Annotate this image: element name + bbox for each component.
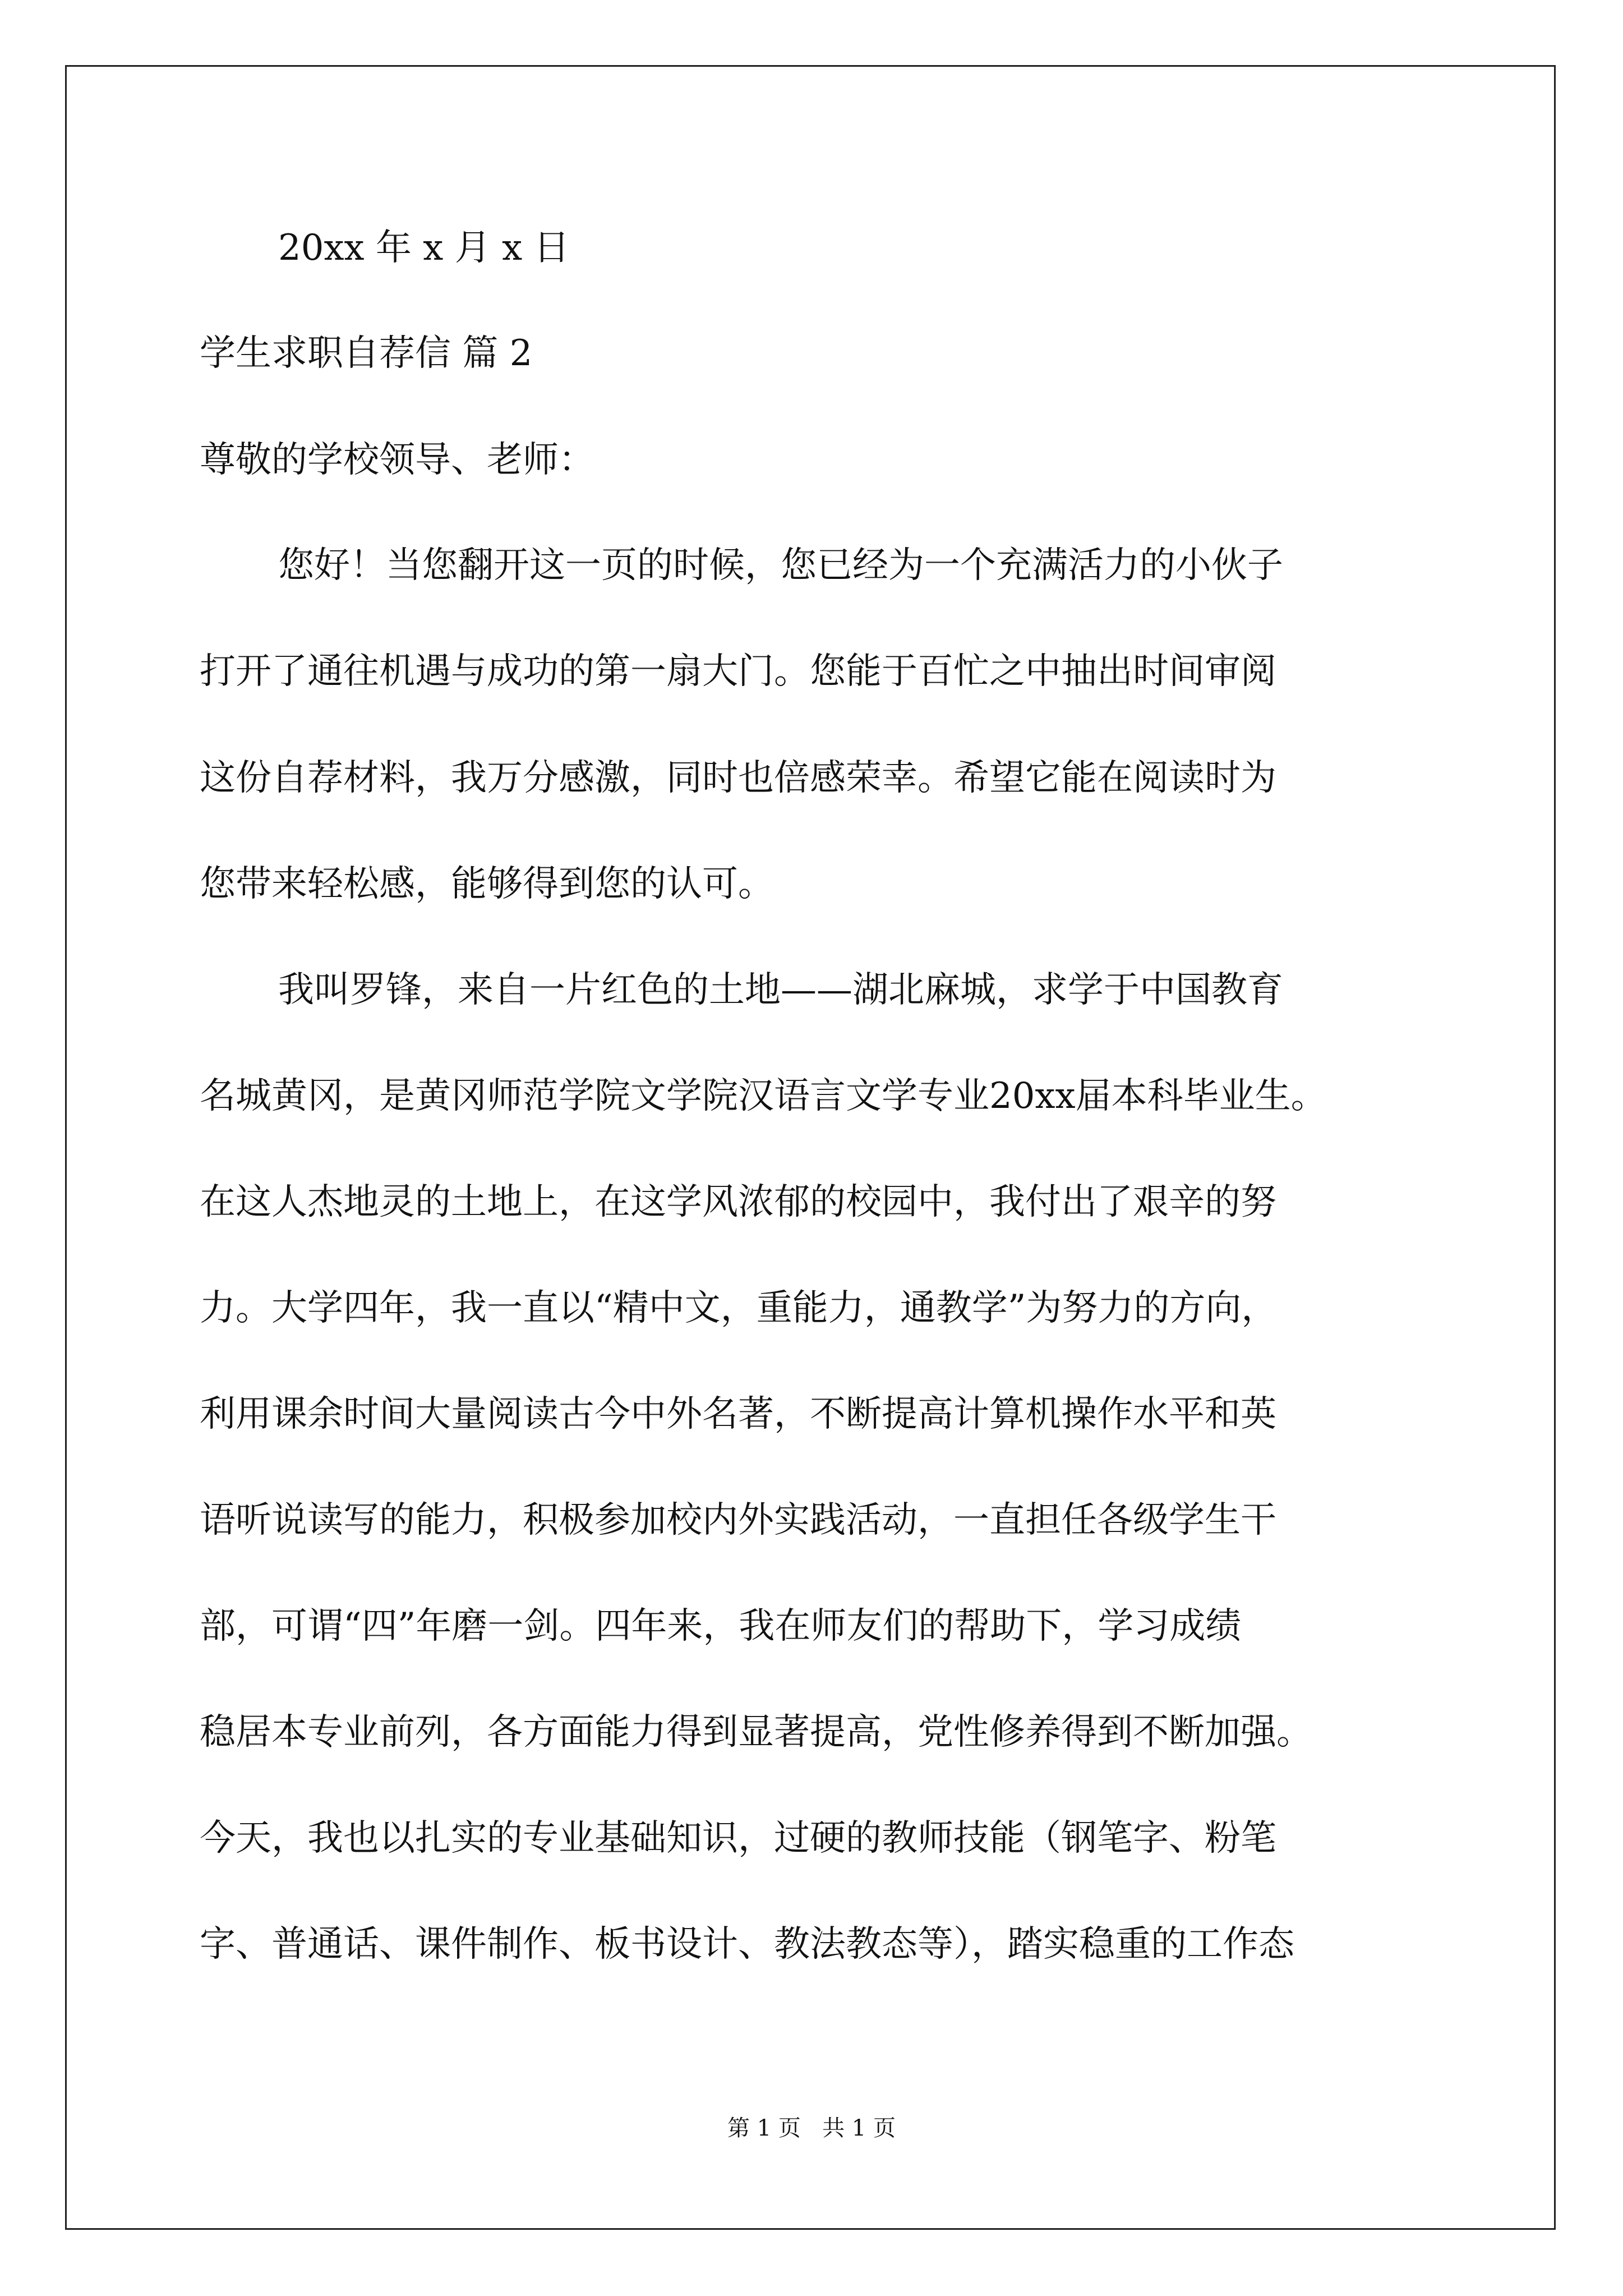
paragraph-2-line-1: 我叫罗锋，来自一片红色的土地——湖北麻城，求学于中国教育 — [278, 969, 1283, 1011]
paragraph-2-line-4: 力。大学四年，我一直以“精中文，重能力，通教学”为努力的方向， — [200, 1287, 1278, 1329]
page-border — [65, 65, 1556, 2230]
paragraph-1-line-1: 您好！当您翻开这一页的时候，您已经为一个充满活力的小伙子 — [278, 545, 1283, 586]
paragraph-1-line-4: 您带来轻松感，能够得到您的认可。 — [200, 863, 774, 905]
paragraph-2-line-6: 语听说读写的能力，积极参加校内外实践活动，一直担任各级学生干 — [200, 1499, 1276, 1541]
salutation: 尊敬的学校领导、老师： — [200, 439, 594, 481]
paragraph-2-line-2: 名城黄冈，是黄冈师范学院文学院汉语言文学专业20xx届本科毕业生。 — [200, 1075, 1327, 1117]
paragraph-2-line-9: 今天，我也以扎实的专业基础知识，过硬的教师技能（钢笔字、粉笔 — [200, 1818, 1276, 1859]
page-footer: 第 1 页 共 1 页 — [727, 2115, 896, 2141]
letter-heading: 学生求职自荐信 篇 2 — [200, 333, 533, 374]
paragraph-1-line-2: 打开了通往机遇与成功的第一扇大门。您能于百忙之中抽出时间审阅 — [200, 651, 1276, 692]
date-line: 20xx 年 x 月 x 日 — [278, 227, 570, 269]
paragraph-2-line-5: 利用课余时间大量阅读古今中外名著，不断提高计算机操作水平和英 — [200, 1393, 1276, 1435]
paragraph-1-line-3: 这份自荐材料，我万分感激，同时也倍感荣幸。希望它能在阅读时为 — [200, 757, 1276, 799]
paragraph-2-line-10: 字、普通话、课件制作、板书设计、教法教态等），踏实稳重的工作态 — [200, 1924, 1294, 1965]
paragraph-2-line-8: 稳居本专业前列，各方面能力得到显著提高，党性修养得到不断加强。 — [200, 1711, 1312, 1753]
paragraph-2-line-3: 在这人杰地灵的土地上，在这学风浓郁的校园中，我付出了艰辛的努 — [200, 1181, 1276, 1223]
paragraph-2-line-7: 部，可谓“四”年磨一剑。四年来，我在师友们的帮助下，学习成绩 — [200, 1605, 1242, 1647]
